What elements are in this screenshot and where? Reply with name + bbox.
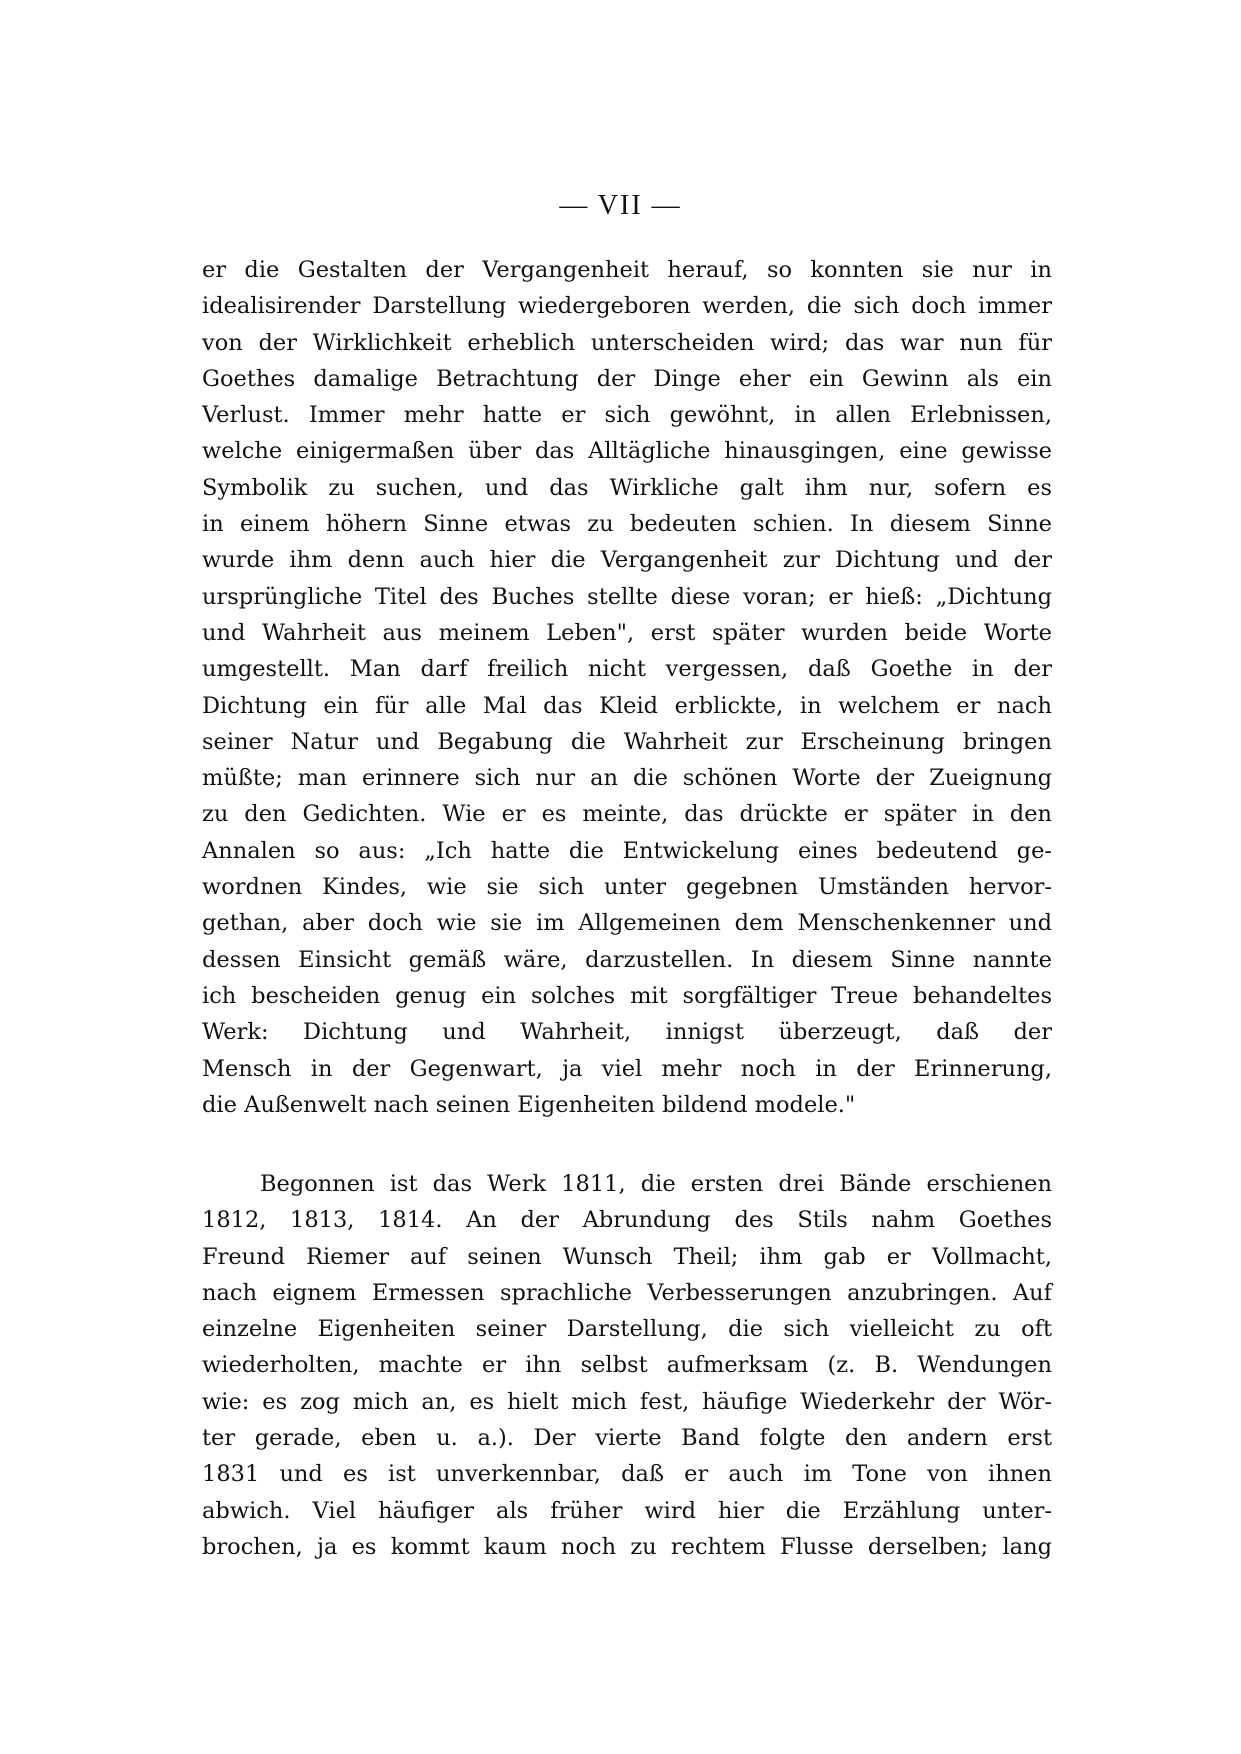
text-line: Begonnen ist das Werk 1811, die ersten drei Bände erschienen — [260, 1171, 1052, 1197]
text-line: Werk: Dichtung und Wahrheit, innigst überzeugt, daß der — [202, 1019, 1052, 1046]
text-line: wie: es zog mich an, es hielt mich fest, häufige Wiederkehr der Wör- — [202, 1388, 1052, 1415]
text-line: ter gerade, eben u. a.). Der vierte Band folgte den andern erst — [202, 1425, 1052, 1452]
paragraph-1 — [202, 252, 1052, 1123]
text-line: ich bescheiden genug ein solches mit sorgfältiger Treue behandeltes — [202, 982, 1052, 1009]
text-line: zu den Gedichten. Wie er es meinte, das drückte er später in den — [202, 801, 1052, 828]
text-line: müßte; man erinnere sich nur an die schönen Worte der Zueignung — [202, 765, 1052, 792]
text-line: in einem höhern Sinne etwas zu bedeuten schien. In diesem Sinne — [202, 511, 1052, 538]
text-line: Freund Riemer auf seinen Wunsch Theil; ihm gab er Vollmacht, — [202, 1243, 1052, 1270]
text-line: idealisirender Darstellung wiedergeboren werden, die sich doch immer — [202, 293, 1052, 320]
text-line: 1812, 1813, 1814. An der Abrundung des Stils nahm Goethes — [202, 1207, 1052, 1234]
text-line: einzelne Eigenheiten seiner Darstellung, die sich vielleicht zu oft — [202, 1316, 1052, 1343]
text-line: Symbolik zu suchen, und das Wirkliche galt ihm nur, sofern es — [202, 474, 1052, 501]
text-line: gethan, aber doch wie sie im Allgemeinen dem Menschenkenner und — [202, 910, 1052, 937]
text-line: Mensch in der Gegenwart, ja viel mehr noch in der Erinnerung, — [202, 1055, 1052, 1082]
text-line: von der Wirklichkeit erheblich unterscheiden wird; das war nun für — [202, 329, 1052, 356]
text-line: seiner Natur und Begabung die Wahrheit zur Erscheinung bringen — [202, 728, 1052, 755]
text-line: umgestellt. Man darf freilich nicht vergessen, daß Goethe in der — [202, 656, 1052, 683]
page-number: — VII — — [559, 190, 682, 221]
text-line: abwich. Viel häufiger als früher wird hier die Erzählung unter- — [202, 1497, 1052, 1524]
text-line: wiederholten, machte er ihn selbst aufmerksam (z. B. Wendungen — [202, 1352, 1052, 1379]
text-line: Annalen so aus: „Ich hatte die Entwickelung eines bedeutend ge- — [202, 837, 1052, 864]
text-line: er die Gestalten der Vergangenheit herauf, so konnten sie nur in — [202, 257, 1052, 283]
text-line: die Außenwelt nach seinen Eigenheiten bildend modele." — [202, 1091, 856, 1118]
text-line: welche einigermaßen über das Alltägliche hinausgingen, eine gewisse — [202, 438, 1052, 465]
text-line: brochen, ja es kommt kaum noch zu rechtem Flusse derselben; lang — [202, 1533, 1052, 1560]
text-line: Verlust. Immer mehr hatte er sich gewöhnt, in allen Erlebnissen, — [202, 402, 1052, 429]
text-line: nach eignem Ermessen sprachliche Verbesserungen anzubringen. Auf — [202, 1279, 1052, 1306]
text-line: und Wahrheit aus meinem Leben", erst später wurden beide Worte — [202, 619, 1052, 646]
text-line: Goethes damalige Betrachtung der Dinge eher ein Gewinn als ein — [202, 365, 1052, 392]
text-line: wurde ihm denn auch hier die Vergangenheit zur Dichtung und der — [202, 547, 1052, 574]
text-line: dessen Einsicht gemäß wäre, darzustellen. In diesem Sinne nannte — [202, 946, 1052, 973]
text-line: ursprüngliche Titel des Buches stellte diese voran; er hieß: „Dichtung — [202, 583, 1052, 610]
text-line: wordnen Kindes, wie sie sich unter gegebnen Umständen hervor- — [202, 874, 1052, 901]
text-line: Dichtung ein für alle Mal das Kleid erblickte, in welchem er nach — [202, 692, 1052, 719]
text-line: 1831 und es ist unverkennbar, daß er auch im Tone von ihnen — [202, 1461, 1052, 1488]
paragraph-2 — [202, 1166, 1052, 1565]
